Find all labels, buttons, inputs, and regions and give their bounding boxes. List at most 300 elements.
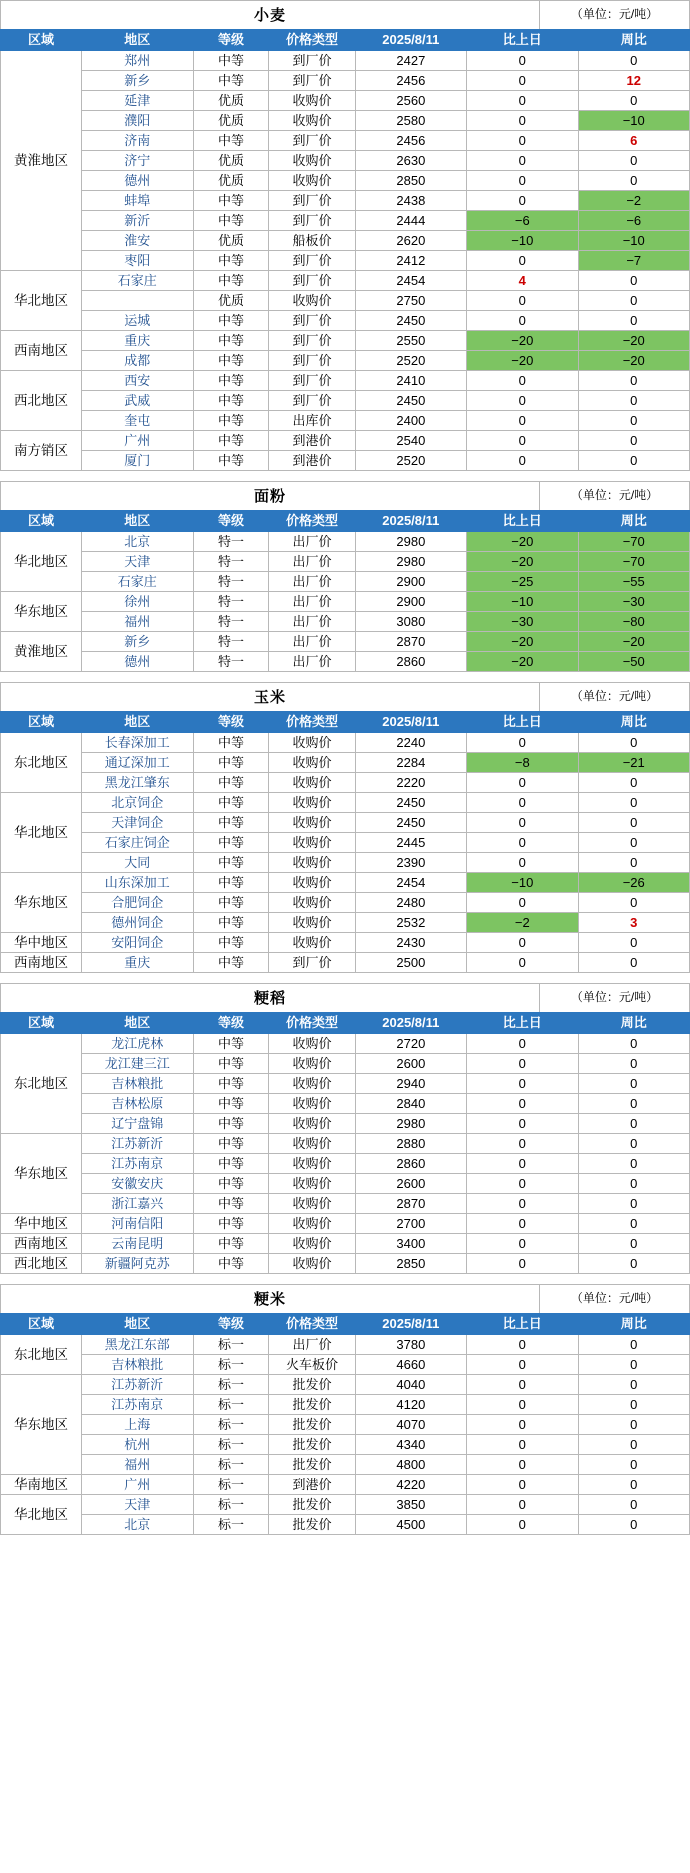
cell-price: 2870 [355,1194,466,1214]
cell-week-change: 0 [578,1355,689,1375]
cell-area: 吉林松原 [82,1094,193,1114]
cell-day-change: −25 [467,572,578,592]
table-row [1,391,690,411]
price-table [0,711,690,973]
cell-area: 济南 [82,131,193,151]
table-row [1,1214,690,1234]
cell-price: 2860 [355,652,466,672]
table-row [1,211,690,231]
table-row [1,251,690,271]
cell-grade: 中等 [193,1054,269,1074]
cell-price: 2980 [355,1114,466,1134]
cell-area: 上海 [82,1415,193,1435]
cell-type: 到厂价 [269,331,355,351]
cell-day-change: 0 [467,1054,578,1074]
cell-type: 收购价 [269,753,355,773]
cell-area: 武威 [82,391,193,411]
cell-area: 江苏南京 [82,1395,193,1415]
cell-area: 石家庄 [82,572,193,592]
cell-week-change: 0 [578,1435,689,1455]
cell-grade: 标一 [193,1495,269,1515]
cell-grade: 中等 [193,913,269,933]
column-header-5: 比上日 [467,511,578,532]
cell-price: 2532 [355,913,466,933]
column-header-1: 地区 [82,30,193,51]
cell-grade: 中等 [193,773,269,793]
price-block [0,1284,690,1535]
unit-label: （单位：元/吨） [539,1,689,29]
cell-region: 华中地区 [1,1214,82,1234]
cell-day-change: 0 [467,1034,578,1054]
column-header-4: 2025/8/11 [355,712,466,733]
cell-price: 2560 [355,91,466,111]
cell-day-change: 0 [467,51,578,71]
table-row [1,632,690,652]
cell-day-change: 0 [467,1214,578,1234]
table-row [1,773,690,793]
block-title: 玉米 [253,689,286,706]
cell-day-change: −20 [467,331,578,351]
table-row [1,1475,690,1495]
table-header-row [1,1013,690,1034]
cell-region: 华北地区 [1,793,82,873]
cell-grade: 特一 [193,652,269,672]
cell-price: 2550 [355,331,466,351]
cell-day-change: 0 [467,1415,578,1435]
column-header-3: 价格类型 [269,712,355,733]
cell-week-change: 0 [578,1054,689,1074]
cell-grade: 特一 [193,632,269,652]
cell-grade: 中等 [193,1214,269,1234]
cell-type: 到厂价 [269,51,355,71]
cell-grade: 中等 [193,1234,269,1254]
cell-grade: 优质 [193,91,269,111]
cell-type: 收购价 [269,111,355,131]
cell-type: 到港价 [269,431,355,451]
cell-price: 2720 [355,1034,466,1054]
cell-grade: 标一 [193,1475,269,1495]
cell-type: 批发价 [269,1435,355,1455]
cell-grade: 优质 [193,171,269,191]
table-row [1,1515,690,1535]
cell-price: 2980 [355,552,466,572]
cell-week-change: 0 [578,1335,689,1355]
cell-region: 东北地区 [1,1034,82,1134]
cell-area: 郑州 [82,51,193,71]
column-header-5: 比上日 [467,1314,578,1335]
cell-region: 西北地区 [1,371,82,431]
cell-price: 2850 [355,171,466,191]
cell-type: 收购价 [269,171,355,191]
cell-grade: 优质 [193,151,269,171]
cell-price: 2450 [355,793,466,813]
table-row [1,592,690,612]
cell-area: 黑龙江东部 [82,1335,193,1355]
cell-type: 出厂价 [269,632,355,652]
cell-price: 3080 [355,612,466,632]
cell-area: 吉林粮批 [82,1355,193,1375]
block-title: 粳米 [253,1291,286,1308]
cell-grade: 中等 [193,1194,269,1214]
block-title: 面粉 [253,488,286,505]
cell-grade: 标一 [193,1515,269,1535]
cell-day-change: −20 [467,532,578,552]
table-row [1,1395,690,1415]
table-row [1,1154,690,1174]
table-row [1,1435,690,1455]
cell-week-change: 0 [578,793,689,813]
cell-area: 北京 [82,1515,193,1535]
cell-type: 收购价 [269,913,355,933]
cell-region: 西北地区 [1,1254,82,1274]
cell-grade: 中等 [193,793,269,813]
cell-week-change: 0 [578,391,689,411]
table-row [1,1455,690,1475]
price-table [0,1012,690,1274]
cell-week-change: 3 [578,913,689,933]
table-row [1,311,690,331]
cell-day-change: 0 [467,1495,578,1515]
cell-area: 成都 [82,351,193,371]
block-title: 粳稻 [253,990,286,1007]
cell-area: 新乡 [82,632,193,652]
cell-week-change: 0 [578,1234,689,1254]
table-row [1,1094,690,1114]
cell-day-change: 0 [467,953,578,973]
cell-area: 石家庄 [82,271,193,291]
cell-grade: 中等 [193,51,269,71]
cell-type: 出厂价 [269,1335,355,1355]
cell-week-change: −80 [578,612,689,632]
cell-price: 2940 [355,1074,466,1094]
cell-price: 2600 [355,1054,466,1074]
cell-area: 江苏新沂 [82,1134,193,1154]
cell-type: 出厂价 [269,652,355,672]
cell-region: 华东地区 [1,1134,82,1214]
cell-area: 山东深加工 [82,873,193,893]
cell-week-change: 0 [578,1134,689,1154]
cell-type: 批发价 [269,1395,355,1415]
column-header-3: 价格类型 [269,1314,355,1335]
table-row [1,532,690,552]
cell-week-change: 0 [578,1254,689,1274]
table-row [1,853,690,873]
cell-area: 新沂 [82,211,193,231]
cell-type: 批发价 [269,1495,355,1515]
cell-price: 2600 [355,1174,466,1194]
cell-week-change: −70 [578,532,689,552]
cell-day-change: 0 [467,893,578,913]
table-row [1,71,690,91]
cell-grade: 中等 [193,753,269,773]
table-row [1,1114,690,1134]
cell-type: 到厂价 [269,271,355,291]
cell-price: 2880 [355,1134,466,1154]
cell-region: 华南地区 [1,1475,82,1495]
cell-grade: 优质 [193,111,269,131]
cell-price: 2870 [355,632,466,652]
cell-type: 收购价 [269,1034,355,1054]
table-row [1,1415,690,1435]
table-row [1,371,690,391]
cell-area: 奎屯 [82,411,193,431]
table-row [1,1074,690,1094]
cell-week-change: 0 [578,1034,689,1054]
cell-day-change: −20 [467,632,578,652]
cell-area: 石家庄饲企 [82,833,193,853]
cell-area: 广州 [82,431,193,451]
cell-day-change: 0 [467,131,578,151]
unit-label: （单位：元/吨） [539,482,689,510]
column-header-6: 周比 [578,712,689,733]
cell-grade: 中等 [193,131,269,151]
cell-day-change: 0 [467,1074,578,1094]
cell-week-change: 0 [578,1174,689,1194]
cell-area: 延津 [82,91,193,111]
cell-day-change: 0 [467,431,578,451]
cell-area: 江苏新沂 [82,1375,193,1395]
cell-type: 批发价 [269,1515,355,1535]
cell-area: 运城 [82,311,193,331]
cell-price: 2410 [355,371,466,391]
unit-label: （单位：元/吨） [539,683,689,711]
cell-day-change: 0 [467,311,578,331]
cell-grade: 中等 [193,1034,269,1054]
cell-area: 西安 [82,371,193,391]
cell-price: 3780 [355,1335,466,1355]
table-row [1,131,690,151]
table-row [1,351,690,371]
cell-week-change: −10 [578,231,689,251]
cell-price: 2900 [355,592,466,612]
cell-region: 华东地区 [1,592,82,632]
cell-day-change: −10 [467,231,578,251]
cell-type: 收购价 [269,933,355,953]
cell-day-change: 0 [467,151,578,171]
block-title: 小麦 [253,7,286,24]
column-header-0: 区域 [1,30,82,51]
cell-price: 2430 [355,933,466,953]
column-header-2: 等级 [193,30,269,51]
cell-week-change: −20 [578,632,689,652]
cell-area: 天津饲企 [82,813,193,833]
cell-area: 龙江建三江 [82,1054,193,1074]
cell-week-change: −7 [578,251,689,271]
cell-area: 福州 [82,1455,193,1475]
table-row [1,91,690,111]
cell-grade: 标一 [193,1335,269,1355]
cell-type: 收购价 [269,873,355,893]
cell-price: 4500 [355,1515,466,1535]
cell-price: 2520 [355,451,466,471]
cell-area: 天津 [82,1495,193,1515]
cell-week-change: 0 [578,1114,689,1134]
cell-type: 出厂价 [269,552,355,572]
cell-grade: 特一 [193,592,269,612]
cell-day-change: 0 [467,1335,578,1355]
cell-area: 广州 [82,1475,193,1495]
cell-week-change: −6 [578,211,689,231]
cell-type: 到港价 [269,451,355,471]
cell-price: 4040 [355,1375,466,1395]
cell-grade: 中等 [193,71,269,91]
cell-grade: 中等 [193,853,269,873]
cell-grade: 中等 [193,211,269,231]
column-header-2: 等级 [193,1013,269,1034]
cell-price: 4220 [355,1475,466,1495]
price-block [0,682,690,973]
unit-label: （单位：元/吨） [539,984,689,1012]
cell-week-change: 0 [578,1455,689,1475]
cell-type: 收购价 [269,1174,355,1194]
table-row [1,1034,690,1054]
cell-day-change: 0 [467,391,578,411]
cell-area: 新疆阿克苏 [82,1254,193,1274]
cell-day-change: 0 [467,71,578,91]
cell-area: 北京 [82,532,193,552]
table-row [1,451,690,471]
cell-type: 到厂价 [269,71,355,91]
column-header-5: 比上日 [467,712,578,733]
cell-day-change: 0 [467,813,578,833]
cell-grade: 中等 [193,873,269,893]
cell-price: 2450 [355,311,466,331]
cell-area: 淮安 [82,231,193,251]
cell-week-change: 0 [578,893,689,913]
cell-area: 厦门 [82,451,193,471]
cell-area: 杭州 [82,1435,193,1455]
table-row [1,1375,690,1395]
table-header-row [1,712,690,733]
cell-week-change: 0 [578,773,689,793]
cell-week-change: 0 [578,953,689,973]
column-header-3: 价格类型 [269,1013,355,1034]
cell-week-change: 0 [578,1194,689,1214]
cell-week-change: 0 [578,431,689,451]
table-row [1,612,690,632]
cell-type: 到港价 [269,1475,355,1495]
cell-type: 收购价 [269,1114,355,1134]
cell-day-change: 0 [467,733,578,753]
cell-day-change: 0 [467,1234,578,1254]
cell-type: 收购价 [269,833,355,853]
cell-area: 黑龙江肇东 [82,773,193,793]
cell-week-change: 0 [578,833,689,853]
table-row [1,1134,690,1154]
cell-price: 2454 [355,873,466,893]
table-row [1,1254,690,1274]
cell-grade: 标一 [193,1355,269,1375]
cell-area: 云南昆明 [82,1234,193,1254]
cell-grade: 中等 [193,331,269,351]
column-header-0: 区域 [1,1013,82,1034]
price-block [0,481,690,672]
cell-grade: 特一 [193,612,269,632]
cell-area: 德州饲企 [82,913,193,933]
cell-price: 2520 [355,351,466,371]
cell-week-change: 0 [578,1094,689,1114]
cell-grade: 中等 [193,933,269,953]
cell-grade: 中等 [193,813,269,833]
cell-day-change: 0 [467,411,578,431]
price-table [0,1313,690,1535]
cell-day-change: 0 [467,853,578,873]
cell-day-change: −6 [467,211,578,231]
cell-grade: 中等 [193,371,269,391]
block-title-row [0,481,690,510]
column-header-1: 地区 [82,712,193,733]
cell-price: 4070 [355,1415,466,1435]
table-row [1,552,690,572]
cell-week-change: 0 [578,1415,689,1435]
cell-type: 收购价 [269,1194,355,1214]
cell-type: 批发价 [269,1375,355,1395]
cell-region: 黄淮地区 [1,51,82,271]
cell-region: 西南地区 [1,1234,82,1254]
cell-area: 合肥饲企 [82,893,193,913]
column-header-2: 等级 [193,1314,269,1335]
cell-day-change: −10 [467,592,578,612]
cell-type: 到厂价 [269,191,355,211]
cell-week-change: −2 [578,191,689,211]
cell-day-change: 0 [467,1254,578,1274]
table-row [1,652,690,672]
cell-price: 2620 [355,231,466,251]
cell-grade: 特一 [193,552,269,572]
block-title-row [0,682,690,711]
block-title-row [0,983,690,1012]
table-row [1,753,690,773]
cell-day-change: 0 [467,1355,578,1375]
cell-area: 德州 [82,171,193,191]
cell-grade: 特一 [193,572,269,592]
cell-type: 船板价 [269,231,355,251]
cell-area: 天津 [82,552,193,572]
cell-week-change: −50 [578,652,689,672]
cell-price: 2750 [355,291,466,311]
table-row [1,1355,690,1375]
cell-area: 龙江虎林 [82,1034,193,1054]
cell-area: 安徽安庆 [82,1174,193,1194]
price-table [0,29,690,471]
table-row [1,793,690,813]
block-title-row [0,1284,690,1313]
table-header-row [1,1314,690,1335]
cell-type: 收购价 [269,793,355,813]
cell-price: 2450 [355,391,466,411]
cell-grade: 中等 [193,191,269,211]
cell-type: 批发价 [269,1455,355,1475]
table-row [1,1234,690,1254]
cell-day-change: 0 [467,91,578,111]
cell-type: 到厂价 [269,953,355,973]
cell-type: 到厂价 [269,371,355,391]
cell-week-change: 0 [578,1495,689,1515]
cell-type: 到厂价 [269,251,355,271]
cell-price: 2240 [355,733,466,753]
price-table [0,510,690,672]
cell-week-change: −20 [578,351,689,371]
cell-week-change: 0 [578,1214,689,1234]
cell-week-change: 0 [578,171,689,191]
cell-type: 到厂价 [269,311,355,331]
column-header-4: 2025/8/11 [355,1013,466,1034]
cell-week-change: 0 [578,1395,689,1415]
cell-day-change: 0 [467,773,578,793]
table-row [1,893,690,913]
cell-price: 4120 [355,1395,466,1415]
price-block [0,983,690,1274]
